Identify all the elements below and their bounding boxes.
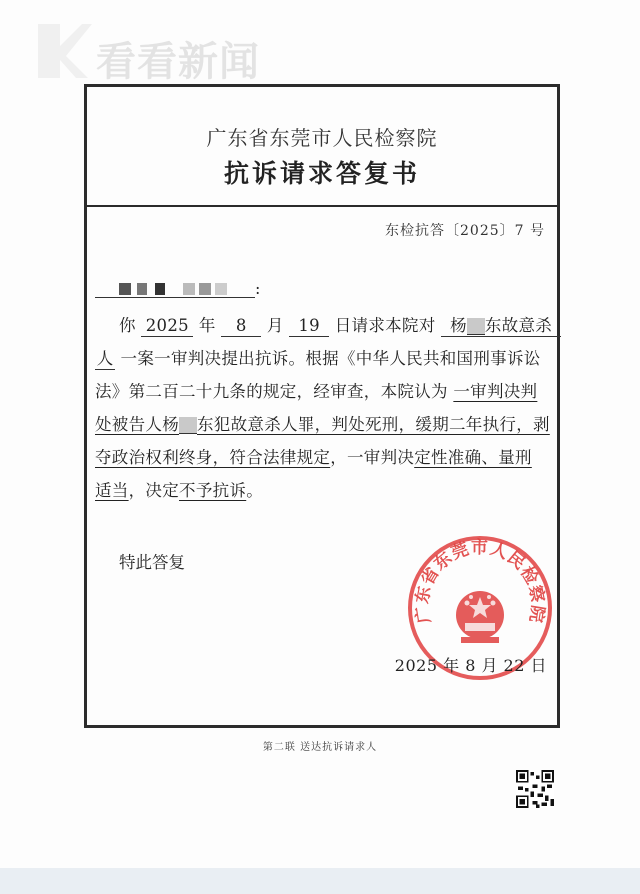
- copy-note: 第二联 送达抗诉请求人: [262, 742, 378, 753]
- body-line-5: 夺政治权利终身，符合法律规定，一审判决定性准确、量刑: [95, 448, 532, 467]
- watermark-logo-icon: [30, 16, 100, 86]
- bottom-strip: [0, 868, 640, 894]
- document-title: 抗诉请求答复书: [223, 159, 420, 188]
- national-emblem-icon: [456, 591, 504, 643]
- document-number: 东检抗答〔2025〕7 号: [385, 223, 545, 239]
- body-line-1: 你 2025 年 8 月 19 日请求本院对 杨 东故意杀: [95, 309, 545, 342]
- closing-text: 特此答复: [119, 553, 185, 572]
- header-divider: [87, 205, 557, 207]
- case-name: 杨 东故意杀: [441, 316, 561, 337]
- body-line-2: 人 一案一审判决提出抗诉。根据《中华人民共和国刑事诉讼: [96, 349, 541, 368]
- qr-code-icon: [516, 770, 554, 808]
- name-redaction-2: [179, 417, 197, 434]
- org-name: 广东省东莞市人民检察院: [206, 126, 438, 150]
- sign-date: 2025 年 8 月 22 日: [394, 656, 547, 675]
- watermark-text: 看看新闻: [96, 39, 260, 85]
- request-day: 19: [289, 316, 329, 337]
- addressee-colon: :: [255, 279, 261, 298]
- addressee-line: [95, 279, 260, 298]
- seal-text: 广东省东莞市人民检察院: [412, 537, 548, 625]
- reply-body: [95, 309, 553, 507]
- body-line-3: 法》第二百二十九条的规定，经审查，本院认为 一审判决判: [95, 382, 538, 401]
- name-redaction: [467, 318, 485, 335]
- request-month: 8: [221, 316, 261, 337]
- document-frame: [84, 84, 560, 728]
- body-line-6: 适当，决定不予抗诉。: [95, 481, 264, 500]
- request-year: 2025: [141, 316, 193, 337]
- addressee-redacted: [95, 281, 255, 298]
- body-line-4: 处被告人杨 东犯故意杀人罪，判处死刑，缓期二年执行，剥: [95, 415, 550, 434]
